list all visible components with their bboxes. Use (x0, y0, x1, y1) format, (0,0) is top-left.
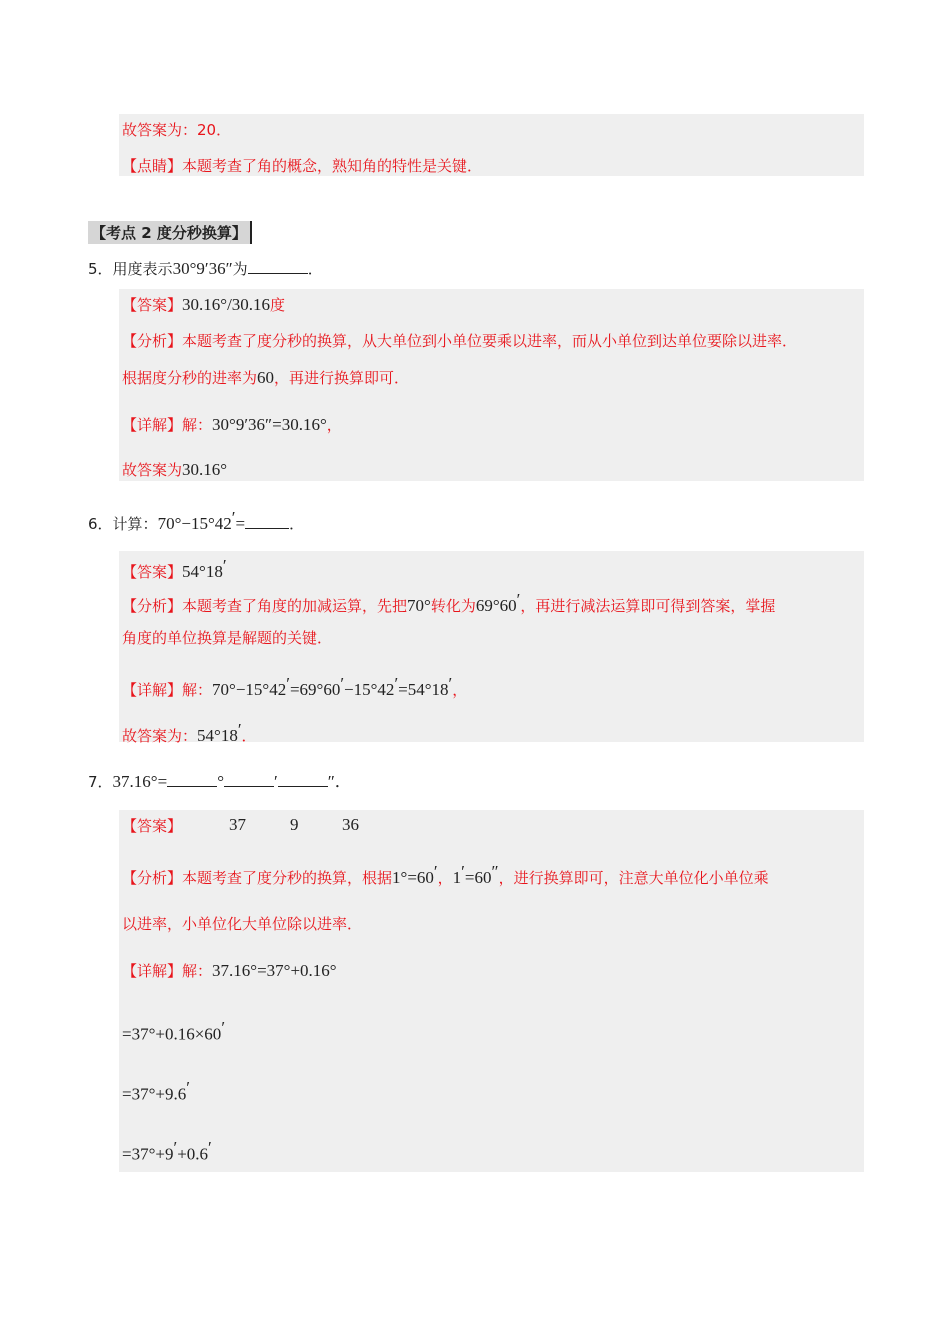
q7-blank-min[interactable] (224, 772, 274, 787)
q6-final-a: 故答案为： (122, 727, 198, 745)
q6-analysis-2: 角度的单位换算是解题的关键． (122, 629, 333, 647)
q5-analysis-2 (122, 367, 409, 388)
q7-answer-1: 37 (229, 815, 246, 834)
q6-answer-tag: 【答案】 (122, 563, 183, 581)
q5-answer-tag: 【答案】 (122, 296, 183, 314)
q5-detail (122, 414, 342, 435)
q7-step-1-expr: =37°+0.16×60 (122, 1024, 222, 1044)
q6-analysis-1c: 转化为 (430, 597, 476, 615)
q7-step-2-expr: =37°+9.6 (122, 1084, 187, 1104)
q5-analysis-2a: 根据度分秒的进率为 (122, 369, 258, 387)
q6-analysis-1 (122, 590, 775, 616)
q6-final-prime: ′ (237, 720, 242, 739)
q6-expr: 70°−15°42 (157, 514, 232, 533)
q5-end: ． (307, 260, 323, 278)
question-5 (88, 258, 323, 279)
q6-blank[interactable] (245, 514, 289, 529)
q7-analysis-1d: 1 (452, 868, 462, 887)
q7-sec: ″． (327, 772, 352, 791)
q6-number: 6． (88, 515, 113, 533)
q6-prompt: 计算： (112, 515, 158, 533)
q6-analysis-1a: 本题考查了角度的加减运算，先把 (182, 597, 408, 615)
section-title: 【考点 2 度分秒换算】 (88, 221, 252, 244)
comment-text: 本题考查了角的概念，熟知角的特性是关键． (182, 157, 483, 175)
q6-detail-b2: =69°60 (289, 680, 341, 699)
q6-answer (122, 556, 227, 582)
q5-detail-tag: 【详解】 (122, 416, 183, 434)
q5-final-b: 30.16° (182, 460, 228, 479)
q7-step-3b: +0.6 (177, 1144, 209, 1164)
top-conclusion: 故答案为：20． (122, 121, 232, 139)
q6-end: ． (289, 515, 305, 533)
q6-analysis-prime: ′ (516, 590, 521, 609)
q6-detail-c: ， (452, 681, 468, 699)
q5-blank[interactable] (248, 259, 308, 274)
q5-final (122, 459, 227, 480)
q5-number: 5． (88, 260, 113, 278)
q6-analysis-1b: 70° (407, 596, 431, 615)
q6-detail-prime-4: ′ (448, 674, 453, 693)
q6-detail-prime-3: ′ (394, 674, 399, 693)
q5-final-a: 故答案为 (122, 461, 183, 479)
q7-step-3-prime-1: ′ (173, 1138, 178, 1157)
q6-final-c: ． (241, 727, 257, 745)
q6-detail-b3: −15°42 (344, 680, 395, 699)
q5-expr: 30°9′36″ (172, 259, 233, 278)
q5-analysis-2c: ，再进行换算即可． (274, 369, 410, 387)
q7-analysis-dprime: ″ (491, 862, 499, 881)
q5-analysis-2b: 60 (257, 368, 275, 387)
q7-analysis-2: 以进率，小单位化大单位除以进率． (122, 915, 363, 933)
q6-final-b: 54°18 (197, 726, 238, 745)
q7-analysis-1b: 1°=60 (392, 868, 434, 887)
q7-step-1-prime: ′ (221, 1018, 226, 1037)
q7-blank-deg[interactable] (167, 772, 217, 787)
q7-deg: ° (217, 772, 224, 791)
q5-suffix: 为 (232, 260, 248, 278)
q5-prompt: 用度表示 (112, 260, 173, 278)
q7-answer-3: 36 (342, 815, 359, 834)
comment-tag: 【点睛】 (122, 157, 183, 175)
q5-detail-a: 解： (182, 416, 213, 434)
q5-answer (122, 294, 285, 315)
q7-blank-sec[interactable] (278, 772, 328, 787)
q6-detail-tag: 【详解】 (122, 681, 183, 699)
q7-min: ′ (274, 772, 278, 791)
q7-analysis-1c: ， (437, 869, 453, 887)
q6-detail-prime-2: ′ (340, 674, 345, 693)
q6-detail-b1: 70°−15°42 (212, 680, 287, 699)
q7-detail (122, 960, 337, 981)
q7-detail-a: 解： (182, 962, 213, 980)
q7-expr: 37.16°= (112, 772, 168, 791)
q7-analysis-1f: ，进行换算即可，注意大单位化小单位乘 (498, 869, 769, 887)
q7-analysis-1e: =60 (464, 868, 492, 887)
q6-final (122, 720, 257, 746)
q6-answer-prime: ′ (222, 556, 227, 575)
q6-analysis-1d: 69°60 (475, 596, 517, 615)
q7-analysis-1 (122, 862, 769, 888)
q7-step-2 (122, 1078, 190, 1104)
q5-answer-value: 30.16°/30.16 (182, 295, 271, 314)
q7-step-1 (122, 1018, 225, 1044)
q7-step-3-prime-2: ′ (208, 1138, 212, 1157)
q6-detail (122, 674, 467, 700)
q6-detail-a: 解： (182, 681, 213, 699)
q5-detail-b: 30°9′36″=30.16° (212, 415, 327, 434)
q7-answer (122, 815, 359, 836)
q6-analysis-tag: 【分析】 (122, 597, 183, 615)
q6-analysis-1e: ，再进行减法运算即可得到答案，掌握 (520, 597, 776, 615)
question-7 (88, 767, 352, 792)
q7-detail-b: 37.16°=37°+0.16° (212, 961, 337, 980)
q6-prime: ′ (231, 508, 236, 527)
q5-analysis-tag: 【分析】 (122, 332, 183, 350)
q7-analysis-prime-1: ′ (433, 862, 438, 881)
top-comment (122, 155, 482, 176)
q7-analysis-prime-2: ′ (461, 862, 465, 881)
q6-answer-value: 54°18 (182, 562, 223, 581)
q7-analysis-tag: 【分析】 (122, 869, 183, 887)
q7-step-3 (122, 1138, 212, 1164)
q7-analysis-1a: 本题考查了度分秒的换算，根据 (182, 869, 393, 887)
q7-step-2-prime: ′ (186, 1078, 190, 1097)
q7-number: 7． (88, 773, 113, 791)
q7-detail-tag: 【详解】 (122, 962, 183, 980)
q5-analysis-text: 本题考查了度分秒的换算，从大单位到小单位要乘以进率，而从小单位到达单位要除以进率． (182, 332, 798, 350)
q7-answer-tag: 【答案】 (122, 817, 183, 835)
q6-detail-b4: =54°18 (398, 680, 449, 699)
q7-step-3a: =37°+9 (122, 1144, 174, 1164)
q6-detail-prime-1: ′ (286, 674, 290, 693)
question-6 (88, 508, 304, 534)
q6-eq: = (235, 514, 246, 533)
q5-answer-unit: 度 (270, 296, 286, 314)
q5-detail-c: ， (326, 416, 342, 434)
q7-answer-2: 9 (290, 815, 299, 834)
q5-analysis-1 (122, 330, 797, 351)
